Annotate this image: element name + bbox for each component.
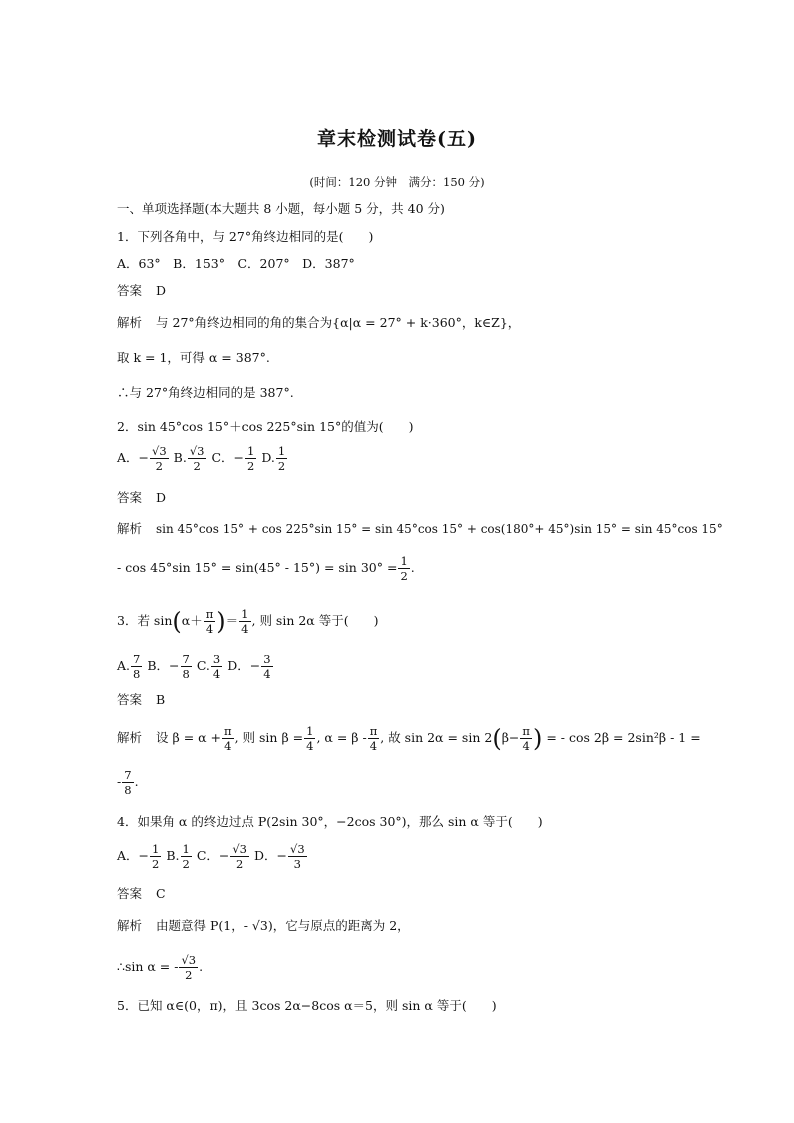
left-paren: (: [172, 607, 182, 636]
option-b-prefix: B.: [173, 450, 187, 465]
denominator: 2: [152, 857, 160, 871]
right-paren: ): [532, 724, 543, 753]
left-paren: (: [492, 724, 502, 753]
stem-prefix: 3．若 sin: [117, 613, 173, 628]
numerator: 7: [133, 652, 141, 666]
denominator: 4: [522, 739, 530, 753]
question-1-answer: [117, 282, 166, 300]
analysis-end: .: [410, 560, 415, 575]
numerator: √3: [181, 953, 197, 967]
answer-value: D: [156, 283, 167, 298]
stem-fraction-pi: [204, 607, 216, 636]
exam-info: (时间：120 分钟 满分：150 分): [309, 175, 485, 189]
denominator: 8: [182, 667, 190, 681]
stem-fraction-value: [239, 607, 250, 636]
analysis-label: 解析: [117, 918, 143, 933]
denominator: 2: [193, 459, 201, 473]
option-d-prefix: D．−: [254, 848, 287, 863]
numerator: 1: [241, 607, 249, 621]
numerator: 1: [152, 842, 160, 856]
denominator: 2: [185, 968, 193, 982]
analysis-text: -: [117, 774, 122, 789]
denominator: 2: [155, 459, 163, 473]
analysis-fraction-value: [304, 724, 315, 753]
question-2-analysis-1: [117, 520, 723, 538]
option-a-fraction: [150, 444, 169, 473]
numerator: 7: [124, 768, 132, 782]
option-a-fraction: [150, 842, 161, 871]
denominator: 4: [369, 739, 378, 753]
numerator: 1: [306, 724, 314, 738]
option-a-prefix: A．−: [117, 450, 150, 465]
section-heading: 一、单项选择题(本大题共 8 小题，每小题 5 分，共 40 分): [117, 201, 445, 216]
numerator: 1: [247, 444, 255, 458]
stem-suffix: , 则 sin 2α 等于( ): [251, 613, 379, 628]
option-d-fraction: [288, 842, 307, 871]
analysis-text: 由题意得 P(1，- √3)，它与原点的距离为 2，: [156, 918, 410, 933]
question-3-stem: [117, 607, 378, 636]
stem-inner: α＋: [181, 613, 203, 628]
numerator: π: [369, 724, 378, 738]
analysis-end: .: [199, 959, 204, 974]
question-1-analysis-3: ∴与 27°角终边相同的是 387°.: [117, 385, 294, 400]
answer-value: C: [156, 886, 166, 901]
numerator: 1: [277, 444, 286, 458]
answer-value: B: [156, 692, 166, 707]
question-5-stem: 5．已知 α∈(0，π)，且 3cos 2α−8cos α＝5，则 sin α 等于( ): [117, 998, 497, 1013]
question-1-analysis-2: 取 k = 1，可得 α = 387°.: [117, 350, 270, 365]
question-4-analysis-1: [117, 917, 410, 935]
analysis-fraction: [179, 953, 198, 982]
denominator: 4: [212, 667, 221, 681]
option-c-fraction: [245, 444, 256, 473]
option-d-fraction: [276, 444, 287, 473]
analysis-fraction: [122, 768, 133, 797]
option-c-prefix: C．−: [196, 848, 230, 863]
option-d-fraction: [261, 652, 272, 681]
question-2-stem: 2．sin 45°cos 15°＋cos 225°sin 15°的值为( ): [117, 419, 414, 434]
right-paren: ): [216, 607, 226, 636]
numerator: √3: [152, 444, 167, 458]
denominator: 4: [306, 739, 314, 753]
numerator: 3: [212, 652, 221, 666]
analysis-text: 设 β = α +: [156, 730, 222, 745]
question-2-answer: [117, 489, 166, 507]
numerator: 3: [263, 652, 271, 666]
question-3-answer: [117, 691, 165, 709]
question-3-analysis-2: [117, 768, 139, 797]
answer-label: 答案: [117, 692, 143, 707]
option-c-prefix: C.: [196, 658, 210, 673]
numerator: √3: [232, 842, 248, 856]
answer-value: D: [156, 490, 167, 505]
analysis-end: .: [134, 774, 139, 789]
numerator: π: [224, 724, 232, 738]
analysis-text: sin 45°cos 15° + cos 225°sin 15° = sin 45°cos 15° + cos(180°+ 45°)sin 15° = sin 45°cos 15°: [156, 522, 723, 536]
option-c-fraction: [230, 842, 249, 871]
option-d-prefix: D．−: [227, 658, 261, 673]
question-2-analysis-2: [117, 554, 415, 583]
analysis-text: - cos 45°sin 15° = sin(45° - 15°) = sin 30° =: [117, 560, 398, 575]
answer-label: 答案: [117, 490, 143, 505]
analysis-fraction-pi: [520, 724, 532, 753]
page-title: 章末检测试卷(五): [317, 128, 477, 150]
denominator: 2: [236, 857, 244, 871]
denominator: 8: [133, 667, 141, 681]
option-a-prefix: A．−: [117, 848, 150, 863]
analysis-text: , α = β -: [316, 730, 367, 745]
analysis-label: 解析: [117, 730, 143, 745]
analysis-label: 解析: [117, 521, 143, 536]
option-a-fraction: [131, 652, 142, 681]
denominator: 2: [277, 459, 286, 473]
option-d-prefix: D.: [261, 450, 275, 465]
analysis-text: ∴sin α = -: [117, 959, 179, 974]
numerator: √3: [290, 842, 305, 856]
denominator: 3: [293, 857, 301, 871]
option-c-prefix: C．−: [211, 450, 245, 465]
numerator: 1: [400, 554, 408, 568]
analysis-text: , 故 sin 2α = sin 2: [380, 730, 493, 745]
denominator: 2: [182, 857, 190, 871]
answer-label: 答案: [117, 283, 143, 298]
question-4-stem: 4．如果角 α 的终边过点 P(2sin 30°，−2cos 30°)，那么 sin α 等于( ): [117, 814, 543, 829]
question-4-options: [117, 842, 308, 871]
equals: ＝: [225, 613, 239, 628]
numerator: √3: [189, 444, 205, 458]
question-2-options: [117, 444, 288, 473]
analysis-text: 与 27°角终边相同的角的集合为{α|α = 27° + k·360°，k∈Z}，: [156, 315, 521, 330]
option-b-prefix: B.: [166, 848, 180, 863]
analysis-fraction-pi: [368, 724, 380, 753]
option-c-fraction: [211, 652, 222, 681]
denominator: 4: [224, 739, 232, 753]
analysis-fraction: [398, 554, 409, 583]
numerator: π: [522, 724, 530, 738]
question-4-analysis-2: [117, 953, 203, 982]
analysis-text: β−: [501, 730, 520, 745]
analysis-fraction-pi: [222, 724, 234, 753]
denominator: 2: [400, 569, 408, 583]
numerator: 1: [182, 842, 190, 856]
question-4-answer: [117, 885, 166, 903]
question-1-analysis-1: [117, 314, 520, 332]
answer-label: 答案: [117, 886, 143, 901]
numerator: π: [205, 607, 214, 621]
option-a-prefix: A.: [117, 658, 131, 673]
analysis-text: , 则 sin β =: [234, 730, 304, 745]
analysis-label: 解析: [117, 315, 143, 330]
option-b-prefix: B．−: [147, 658, 180, 673]
denominator: 8: [124, 783, 132, 797]
question-3-analysis-1: [117, 724, 701, 753]
question-1-options: A．63° B．153° C．207° D．387°: [117, 256, 355, 271]
denominator: 4: [205, 622, 214, 636]
denominator: 4: [263, 667, 271, 681]
analysis-text: = - cos 2β = 2sin²β - 1 =: [546, 730, 701, 745]
denominator: 2: [247, 459, 255, 473]
question-3-options: [117, 652, 274, 681]
numerator: 7: [182, 652, 190, 666]
option-b-fraction: [181, 842, 192, 871]
option-b-fraction: [188, 444, 207, 473]
denominator: 4: [241, 622, 249, 636]
question-1-stem: 1．下列各角中，与 27°角终边相同的是( ): [117, 229, 374, 244]
option-b-fraction: [181, 652, 192, 681]
